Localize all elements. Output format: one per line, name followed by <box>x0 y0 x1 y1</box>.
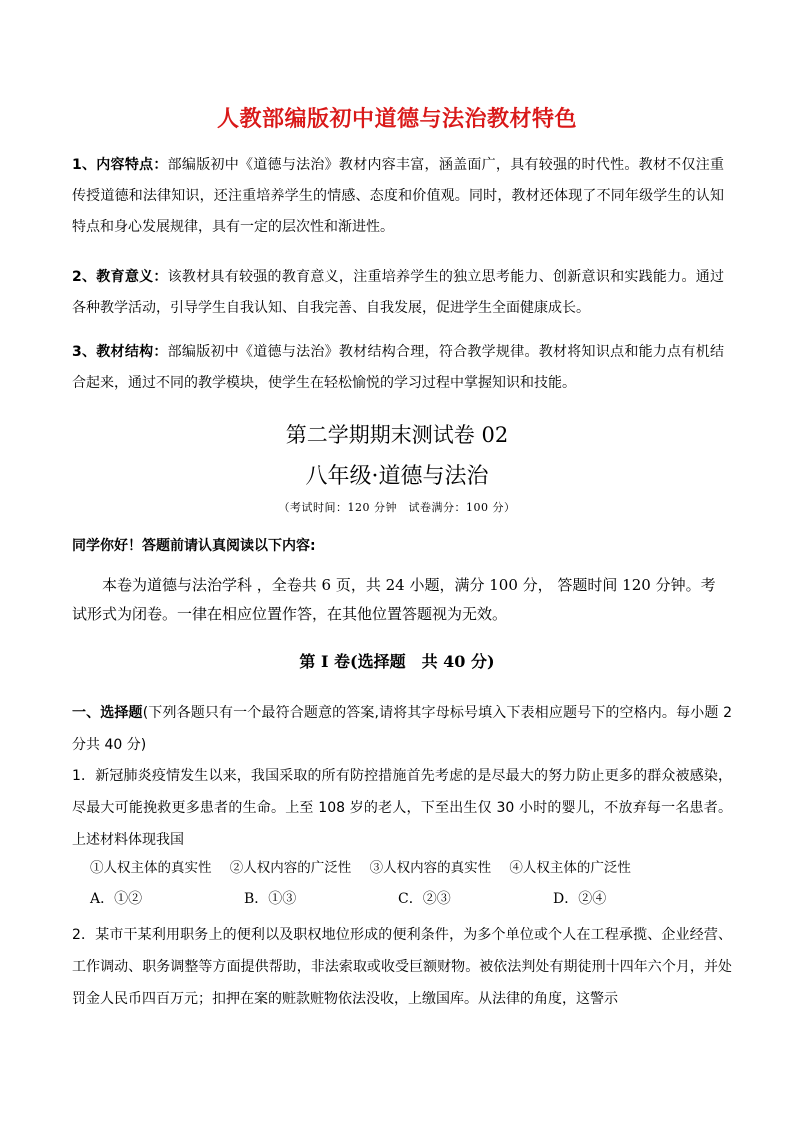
page-title: 人教部编版初中道德与法治教材特色 <box>216 107 577 132</box>
exam-subtitle: 八年级·道德与法治 <box>305 464 489 489</box>
choice-d: D．②④ <box>553 891 607 907</box>
statement: ①人权主体的真实性 <box>90 860 212 876</box>
feature-label: 3、教材结构： <box>72 344 168 360</box>
statement: ②人权内容的广泛性 <box>229 860 352 876</box>
choice-b: B．①③ <box>244 891 297 907</box>
statement: ④人权主体的广泛性 <box>509 860 631 876</box>
choice-a: A．①② <box>90 891 143 907</box>
feature-label: 1、内容特点： <box>72 157 168 173</box>
feature-text: 部编版初中《道德与法治》教材结构合理，符合教学规律。教材将知识点和能力点有机结合起来，通过不同的教学模块，使学生在轻松愉悦的学习过程中掌握知识和技能。 <box>72 344 724 391</box>
greeting: 同学你好！答题前请认真阅读以下内容: <box>72 538 316 554</box>
feature-label: 2、教育意义： <box>72 269 168 285</box>
feature-structure <box>72 337 724 399</box>
feature-content <box>72 150 724 243</box>
question-1: 1．新冠肺炎疫情发生以来，我国采取的所有防控措施首先考虑的是尽最大的努力防止更多的群众被感染，尽最大可能挽救更多患者的生命。上至 108 岁的老人，下至出生仅 30 小时的婴儿，不放弃每一名患者。上述材料体现我国 <box>72 768 732 848</box>
feature-text: 部编版初中《道德与法治》教材内容丰富，涵盖面广，具有较强的时代性。教材不仅注重传授道德和法律知识，还注重培养学生的情感、态度和价值观。同时，教材还体现了不同年级学生的认知特点和身心发展规律，具有一定的层次性和渐进性。 <box>72 157 724 235</box>
question-2: 2．某市干某利用职务上的便利以及职权地位形成的便利条件，为多个单位或个人在工程承揽、企业经营、工作调动、职务调整等方面提供帮助，非法索取或收受巨额财物。被依法判处有期徒刑十四年六个月，并处罚金人民币四百万元；扣押在案的赃款赃物依法没收，上缴国库。从法律的角度，这警示 <box>72 927 732 1007</box>
exam-title: 第二学期期末测试卷 02 <box>285 423 509 447</box>
question-1-statements <box>90 856 645 876</box>
choice-c: C．②③ <box>398 891 451 907</box>
question-instruction <box>72 697 732 761</box>
instruction-text: (下列各题只有一个最符合题意的答案,请将其字母标号填入下表相应题号下的空格内。每小题 2 分共 40 分) <box>72 705 732 753</box>
feature-text: 该教材具有较强的教育意义，注重培养学生的独立思考能力、创新意识和实践能力。通过各种教学活动，引导学生自我认知、自我完善、自我发展，促进学生全面健康成长。 <box>72 269 724 316</box>
statement: ③人权内容的真实性 <box>369 860 492 876</box>
exam-intro: 本卷为道德与法治学科 ，全卷共 6 页，共 24 小题，满分 100 分， 答题时间 120 分钟。考试形式为闭卷。一律在相应位置作答，在其他位置答题视为无效。 <box>72 576 716 623</box>
exam-time-info: （考试时间：120 分钟 试卷满分：100 分） <box>278 501 516 514</box>
feature-education <box>72 262 724 324</box>
instruction-label: 一、选择题 <box>72 705 143 721</box>
section-heading: 第 I 卷(选择题 共 40 分) <box>299 652 495 671</box>
